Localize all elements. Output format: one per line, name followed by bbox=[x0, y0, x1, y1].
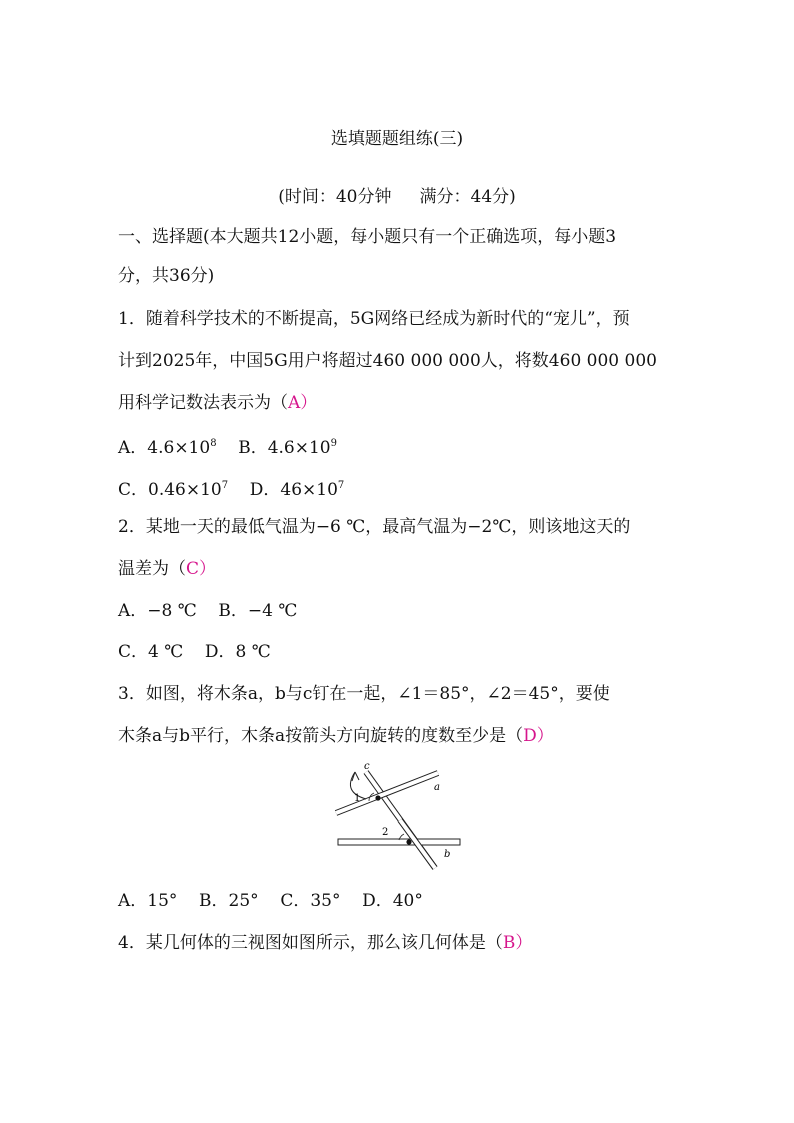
label-angle-1: 1 bbox=[354, 793, 361, 804]
nail-1 bbox=[375, 795, 380, 800]
q3-line2: 木条a与b平行，木条a按箭头方向旋转的度数至少是（D） bbox=[118, 726, 554, 746]
q3-figure bbox=[334, 760, 474, 875]
q2-line1: 2．某地一天的最低气温为−6 ℃，最高气温为−2℃，则该地这天的 bbox=[118, 517, 631, 537]
q3-options bbox=[118, 890, 423, 912]
q3-option-a: A．15° bbox=[118, 891, 178, 911]
q1-option-c: C．$0.46\times 10^7$ bbox=[118, 480, 229, 500]
q3-option-b: B．25° bbox=[199, 891, 259, 911]
q2-options-row2 bbox=[118, 641, 271, 663]
q2-option-d: D．8 ℃ bbox=[204, 642, 271, 662]
time-info: (时间：40分钟 bbox=[278, 187, 392, 207]
q2-options-row1 bbox=[118, 600, 297, 622]
q1-options-row1 bbox=[118, 433, 337, 459]
q2-line2: 温差为（C） bbox=[118, 559, 217, 579]
q1-line3: 用科学记数法表示为（A） bbox=[118, 393, 318, 413]
nail-2 bbox=[406, 839, 411, 844]
q2-option-c: C．4 ℃ bbox=[118, 642, 184, 662]
label-c: c bbox=[364, 761, 370, 772]
q3-option-c: C．35° bbox=[280, 891, 341, 911]
q2-option-b: B．−4 ℃ bbox=[218, 601, 298, 621]
section-header-line1: 一、选择题(本大题共12小题，每小题只有一个正确选项，每小题3 bbox=[118, 227, 617, 247]
label-angle-2: 2 bbox=[382, 827, 389, 838]
q1-option-b: B．$4.6\times 10^9$ bbox=[238, 438, 337, 458]
q2-option-a: A．−8 ℃ bbox=[118, 601, 197, 621]
score-info: 满分：44分) bbox=[419, 187, 516, 207]
section-header-line2: 分，共36分) bbox=[118, 266, 215, 286]
exam-info bbox=[0, 182, 794, 207]
q1-option-d: D．$46\times 10^7$ bbox=[249, 480, 345, 500]
q1-option-a: A．$4.6\times 10^8$ bbox=[118, 438, 217, 458]
q3-answer: D bbox=[523, 726, 537, 746]
q1-answer: A bbox=[288, 393, 301, 413]
label-a: a bbox=[434, 782, 440, 793]
q4-answer: B bbox=[502, 933, 516, 953]
q1-line1: 1．随着科学技术的不断提高，5G网络已经成为新时代的“宠儿”，预 bbox=[118, 309, 630, 329]
q3-line1: 3．如图，将木条a，b与c钉在一起，∠1＝85°，∠2＝45°，要使 bbox=[118, 684, 610, 704]
label-b: b bbox=[444, 849, 451, 860]
page-title: 选填题题组练(三) bbox=[330, 129, 464, 149]
q2-answer: C bbox=[186, 559, 200, 579]
q1-line2: 计到2025年，中国5G用户将超过460 000 000人，将数460 000 000 bbox=[118, 351, 657, 371]
q3-option-d: D．40° bbox=[362, 891, 423, 911]
q1-options-row2 bbox=[118, 475, 344, 501]
q4-line1: 4．某几何体的三视图如图所示，那么该几何体是（B） bbox=[118, 933, 533, 953]
